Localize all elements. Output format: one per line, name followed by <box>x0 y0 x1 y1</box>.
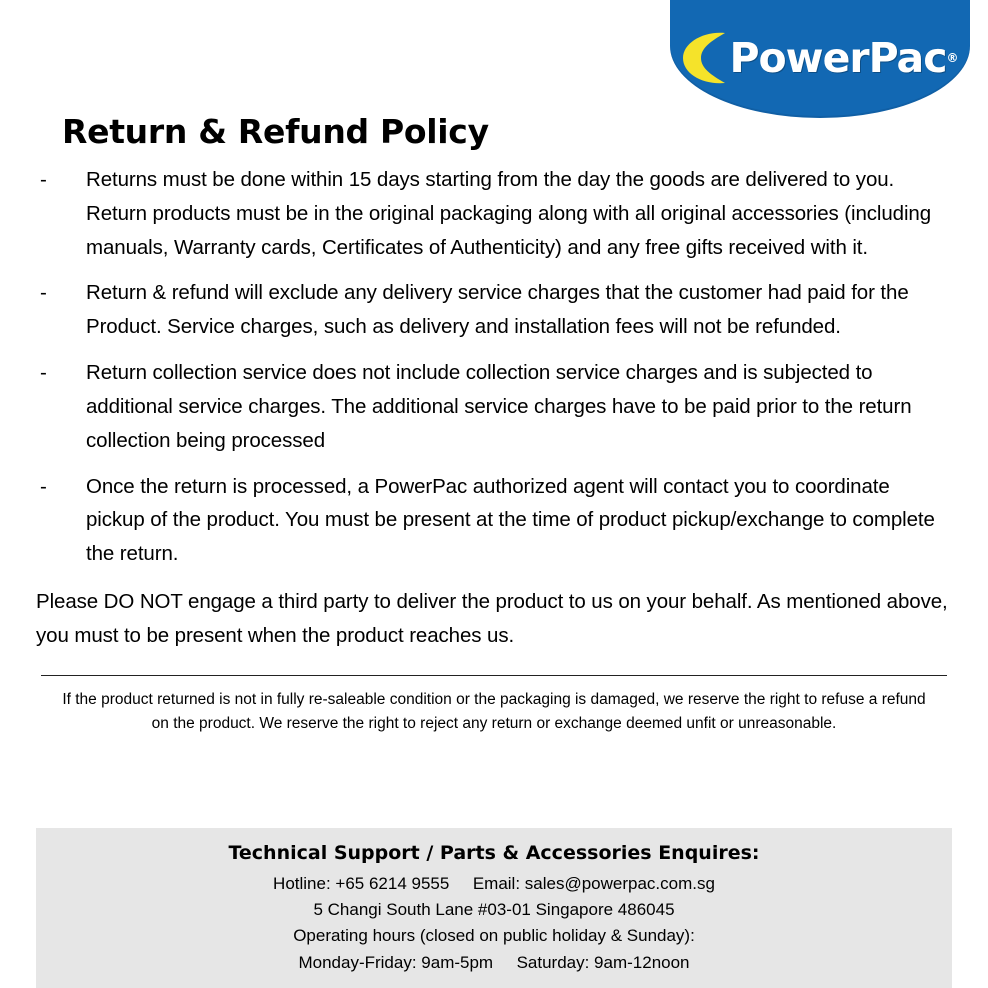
powerpac-swoosh-icon <box>681 29 727 87</box>
bullet-marker: - <box>40 281 47 305</box>
footer-address: 5 Changi South Lane #03-01 Singapore 486045 <box>313 899 675 919</box>
section-divider <box>41 675 947 676</box>
footer-hours-label: Operating hours (closed on public holiday & Sunday): <box>293 926 695 946</box>
footer-hours-saturday: Saturday: 9am-12noon <box>516 952 690 972</box>
list-item <box>36 276 952 344</box>
footer-hours-weekday: Monday-Friday: 9am-5pm <box>298 952 494 972</box>
footer-contact-line <box>36 871 952 897</box>
registered-mark: ® <box>946 51 959 65</box>
footer-email: Email: sales@powerpac.com.sg <box>472 873 715 893</box>
contact-footer <box>36 828 952 988</box>
policy-note: Please DO NOT engage a third party to deliver the product to us on your behalf. As mentioned above, you must to be present when the product reaches us. <box>36 589 948 647</box>
document-body <box>36 112 952 736</box>
footer-heading: Technical Support / Parts & Accessories Enquires: <box>228 841 760 864</box>
brand-logo <box>670 0 970 118</box>
footer-hotline: Hotline: +65 6214 9555 <box>273 873 450 893</box>
bullet-marker: - <box>40 474 47 498</box>
list-item-text: Return collection service does not include collection service charges and is subjected to additional service charges. The additional service charges have to be paid prior to the return collection being processed <box>86 361 912 452</box>
list-item <box>36 163 952 264</box>
policy-fineprint: If the product returned is not in fully re-saleable condition or the packaging is damaged, we reserve the right to refuse a refund on the product. We reserve the right to reject any return or exchange deemed unfit or unreasonable. <box>62 690 926 732</box>
policy-list <box>36 163 952 571</box>
list-item <box>36 356 952 457</box>
list-item-text: Return & refund will exclude any delivery service charges that the customer had paid for the Product. Service charges, such as delivery and installation fees will not be refunded. <box>86 281 909 339</box>
logo-content <box>670 14 970 102</box>
page-title: Return & Refund Policy <box>62 112 489 151</box>
bullet-marker: - <box>40 168 47 191</box>
logo-wordmark: PowerPac <box>729 33 947 82</box>
list-item <box>36 470 952 571</box>
list-item-text: Once the return is processed, a PowerPac authorized agent will contact you to coordinate pickup of the product. You must be present at the time of product pickup/exchange to complete the return. <box>86 474 935 566</box>
footer-hours-line <box>36 950 952 976</box>
list-item-text: Returns must be done within 15 days starting from the day the goods are delivered to you. Return products must be in the original packaging along with all original accessories (including manuals, Warranty cards, Certificates of Authenticity) and any free gifts received with it. <box>86 168 932 259</box>
bullet-marker: - <box>40 361 47 385</box>
